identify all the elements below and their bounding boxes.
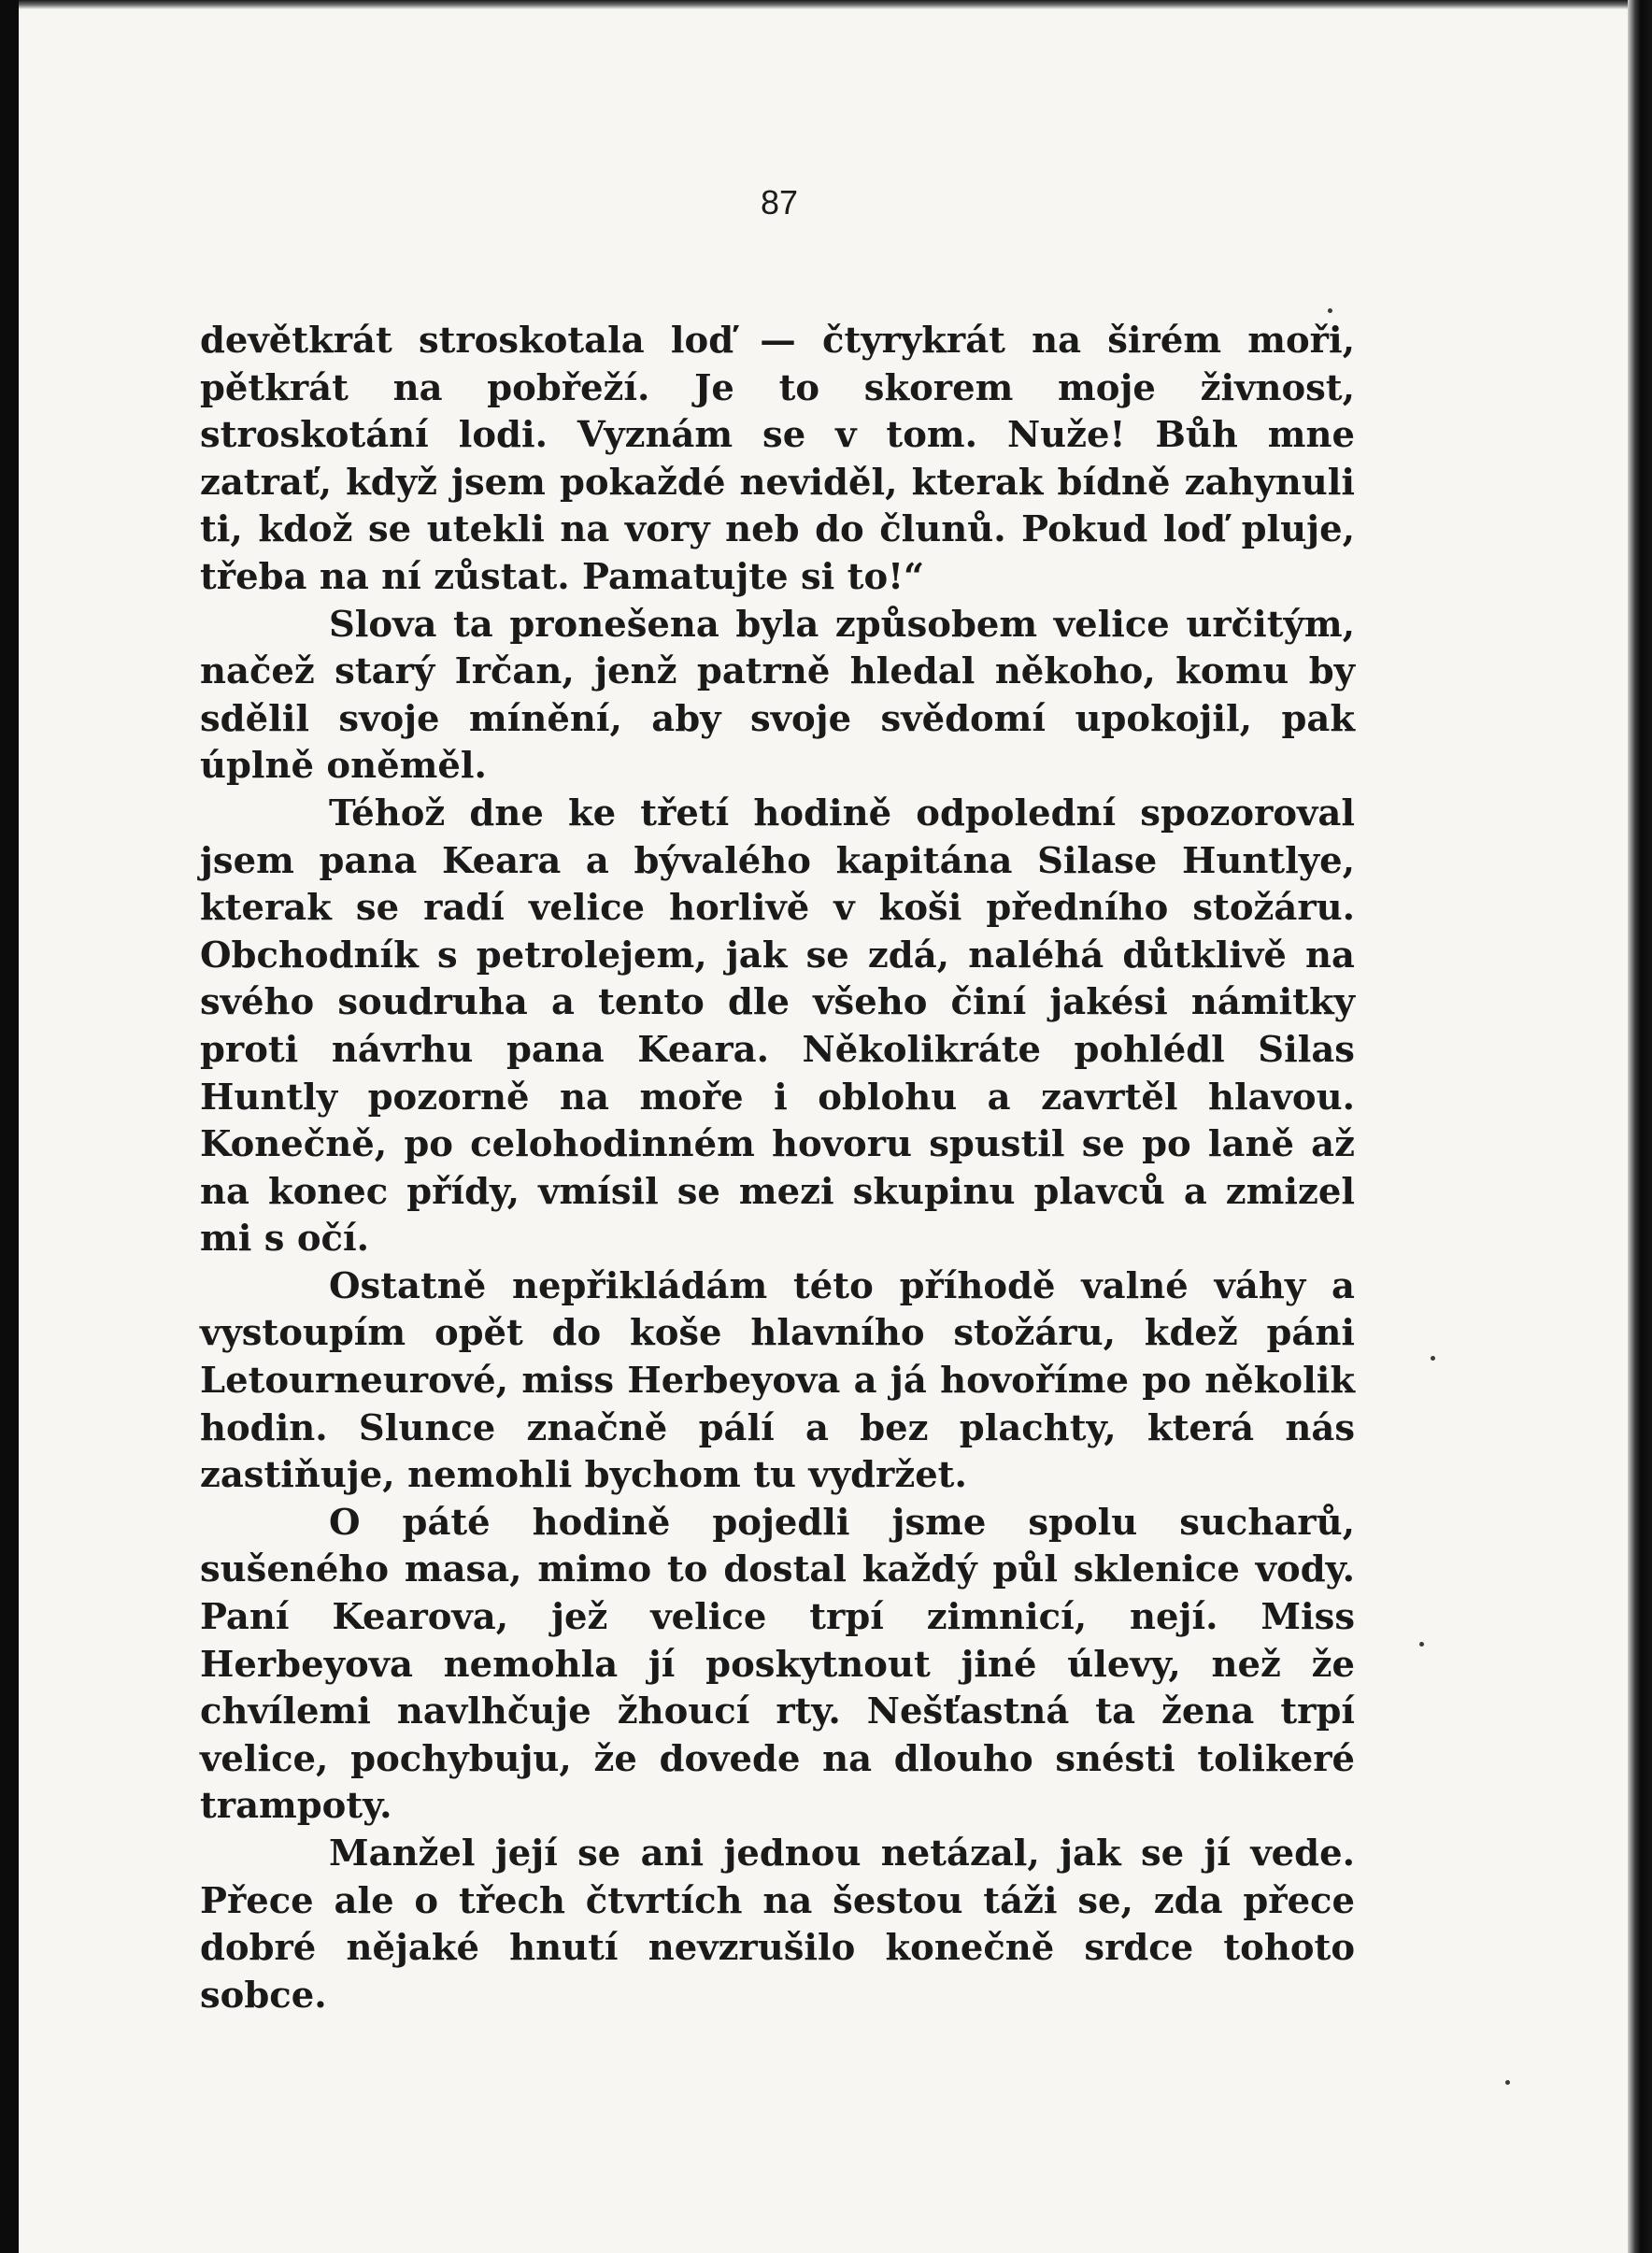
page-number: 87 bbox=[760, 183, 799, 221]
body-text bbox=[200, 318, 1355, 2019]
paragraph: Manžel její se ani jednou netázal, jak se jí vede. Přece ale o třech čtvrtích na šestou táži se, zda přece dobré nějaké hnutí nevzrušilo konečně srdce tohoto sobce. bbox=[200, 1832, 1355, 2017]
paragraph: Slova ta pronešena byla způsobem velice určitým, načež starý Irčan, jenž patrně hledal někoho, komu by sdělil svoje mínění, aby svoje svědomí upokojil, pak úplně oněměl. bbox=[200, 603, 1355, 788]
scan-speck bbox=[1419, 1642, 1424, 1647]
page-right-edge bbox=[1628, 0, 1652, 2253]
page-left-edge bbox=[0, 0, 19, 2253]
paragraph: Téhož dne ke třetí hodině odpolední spozoroval jsem pana Keara a bývalého kapitána Silase Huntlye, kterak se radí velice horlivě v koši předního stožáru. Obchodník s petrolejem, jak se zdá, naléhá důtklivě na svého soudruha a tento dle všeho činí jakési námitky proti návrhu pana Keara. Několikráte pohlédl Silas Huntly pozorně na moře i oblohu a zavrtěl hlavou. Konečně, po celohodinném hovoru spustil se po laně až na konec přídy, vmísil se mezi skupinu plavců a zmizel mi s očí. bbox=[200, 791, 1355, 1261]
page-top-edge bbox=[19, 0, 1628, 9]
paragraph: Ostatně nepřikládám této příhodě valné váhy a vystoupím opět do koše hlavního stožáru, kdež páni Letourneurové, miss Herbeyova a já hovoříme po několik hodin. Slunce značně pálí a bez plachty, která nás zastiňuje, nemohli bychom tu vydržet. bbox=[200, 1264, 1355, 1497]
scan-speck bbox=[1431, 1356, 1435, 1361]
paragraph: devětkrát stroskotala loď — čtyrykrát na širém moři, pětkrát na pobřeží. Je to skorem moje živnost, stroskotání lodi. Vyznám se v tom. Nuže! Bůh mne zatrať, když jsem pokaždé neviděl, kterak bídně zahynuli ti, kdož se utekli na vory neb do člunů. Pokud loď pluje, třeba na ní zůstat. Pamatujte si to!“ bbox=[200, 320, 1355, 598]
scan-speck bbox=[1505, 2080, 1510, 2085]
paragraph: O páté hodině pojedli jsme spolu sucharů, sušeného masa, mimo to dostal každý půl sklenice vody. Paní Kearova, jež velice trpí zimnicí, nejí. Miss Herbeyova nemohla jí poskytnout jiné úlevy, než že chvílemi navlhčuje žhoucí rty. Nešťastná ta žena trpí velice, pochybuju, že dovede na dlouho snésti tolikeré trampoty. bbox=[200, 1501, 1355, 1828]
scan-speck bbox=[1328, 308, 1332, 313]
